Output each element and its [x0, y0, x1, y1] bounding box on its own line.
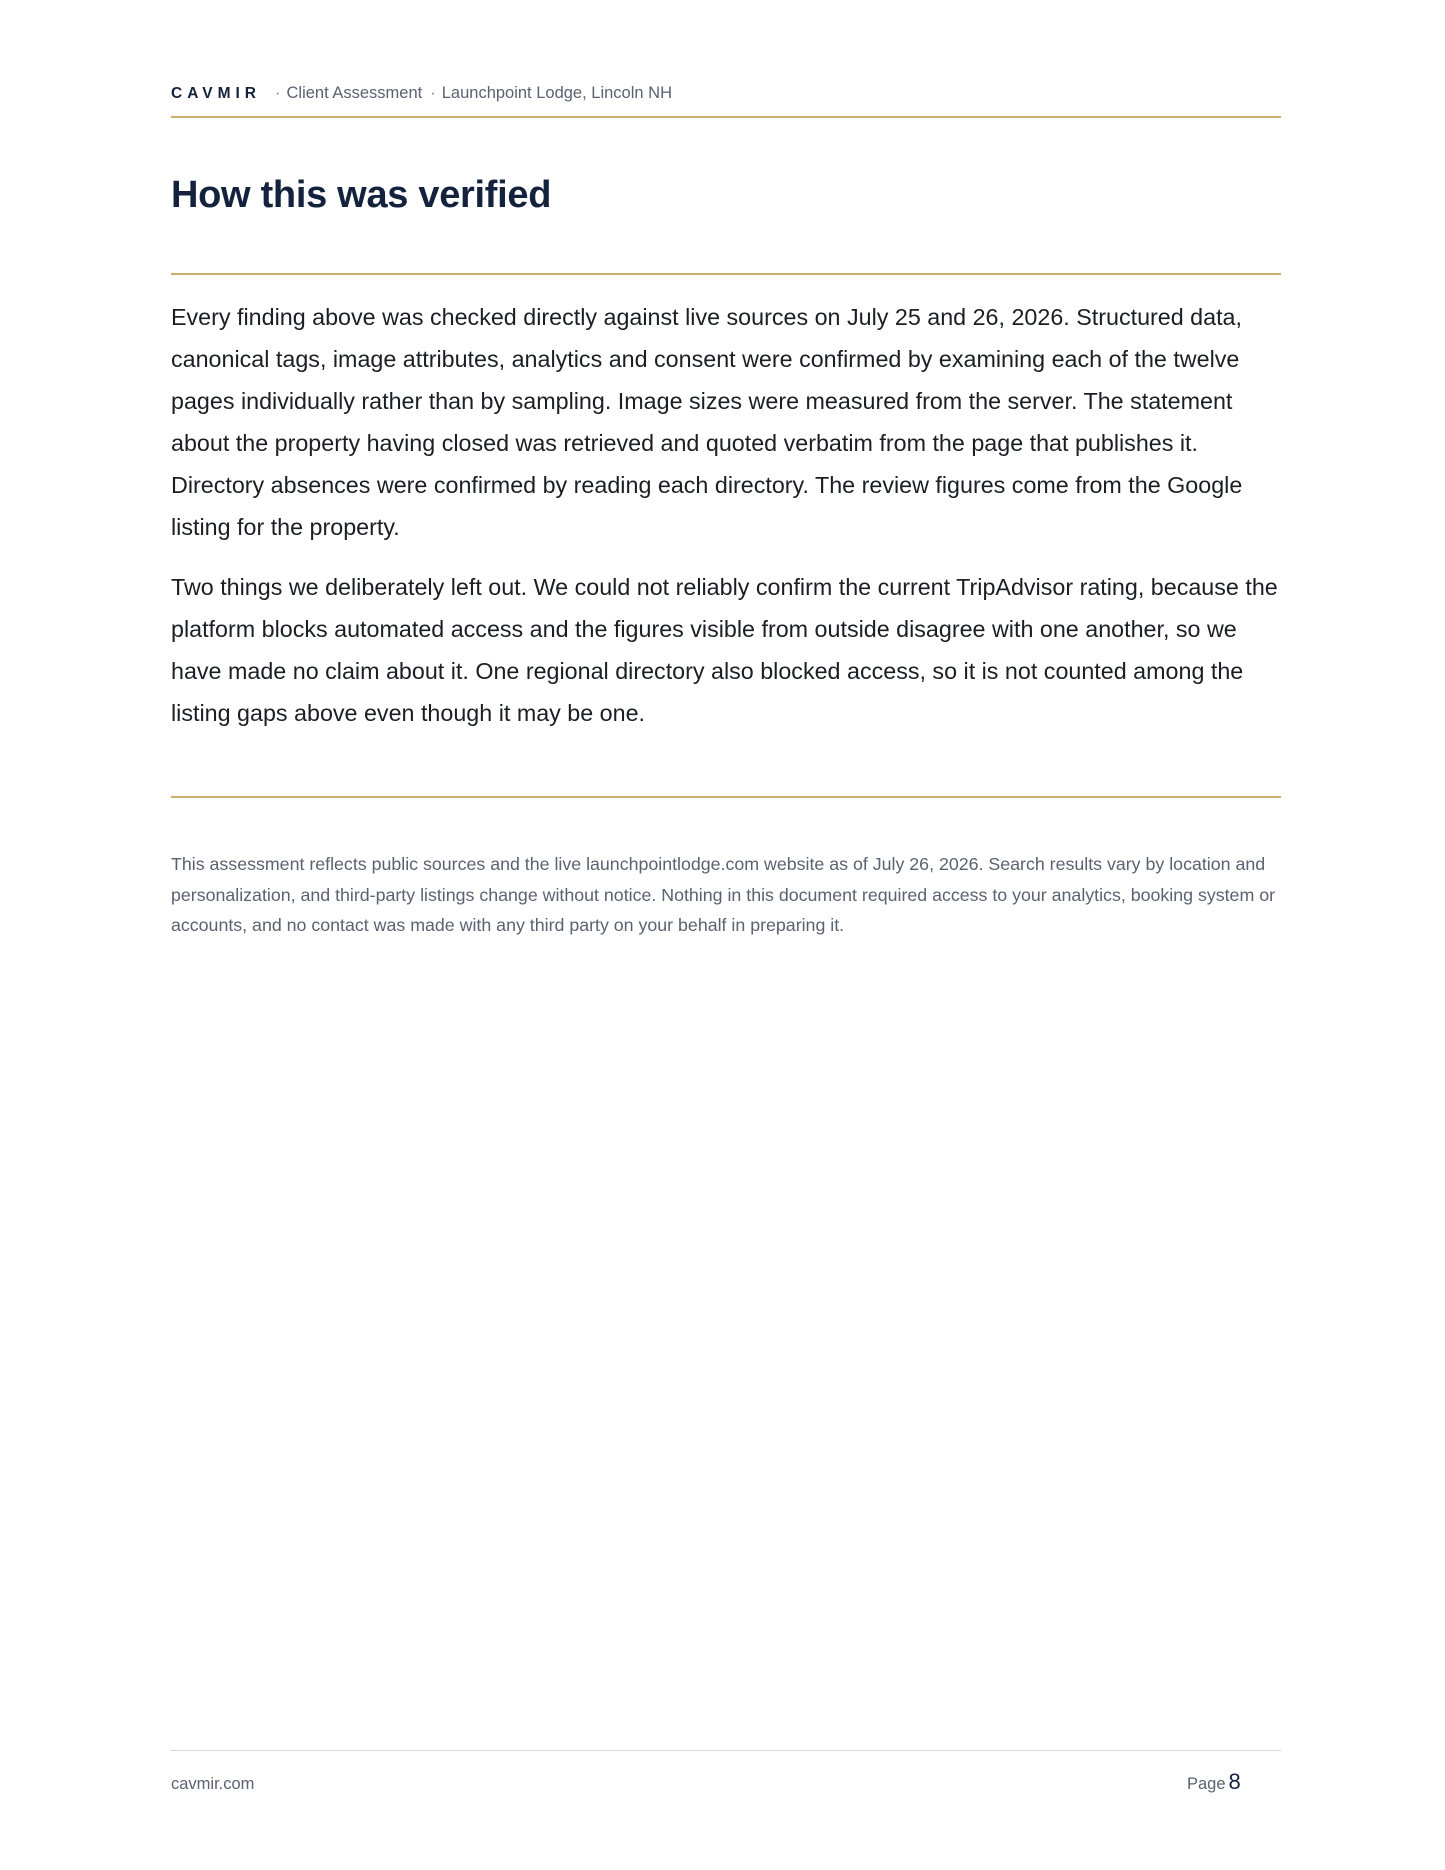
header-separator: · — [430, 84, 436, 102]
page-header — [171, 84, 1281, 118]
header-separator: · — [275, 84, 281, 102]
page-label: Page — [1187, 1775, 1226, 1793]
document-type: Client Assessment — [286, 84, 423, 102]
page-footer — [171, 1750, 1281, 1794]
section-divider-bottom — [171, 796, 1281, 798]
page-number: 8 — [1228, 1769, 1241, 1794]
section-title: How this was verified — [171, 174, 552, 216]
disclaimer-note: This assessment reflects public sources and the live launchpointlodge.com website as of July 26, 2026. Search results vary by location and personalization, and third-party listings change without notice. Nothing in this document required access to your analytics, booking system or accounts, and no contact was made with any third party on your behalf in preparing it. — [171, 854, 1276, 935]
footer-site-link[interactable]: cavmir.com — [171, 1775, 255, 1793]
document-page — [171, 0, 1281, 1870]
page-number-indicator — [1187, 1769, 1241, 1795]
section-divider-top — [171, 273, 1281, 275]
client-name: Launchpoint Lodge, Lincoln NH — [441, 84, 672, 102]
brand-name: CAVMIR — [171, 85, 261, 102]
body-paragraph: Every finding above was checked directly against live sources on July 25 and 26, 2026. Structured data, canonical tags, image attributes, analytics and consent were confirmed by examining each of the twelve pages individually rather than by sampling. Image sizes were measured from the server. The statement about the property having closed was retrieved and quoted verbatim from the page that publishes it. Directory absences were confirmed by reading each directory. The review figures come from the Google listing for the property. — [171, 304, 1243, 540]
section-body — [171, 296, 1281, 752]
body-paragraph: Two things we deliberately left out. We could not reliably confirm the current TripAdvisor rating, because the platform blocks automated access and the figures visible from outside disagree with one another, so we have made no claim about it. One regional directory also blocked access, so it is not counted among the listing gaps above even though it may be one. — [171, 574, 1278, 726]
